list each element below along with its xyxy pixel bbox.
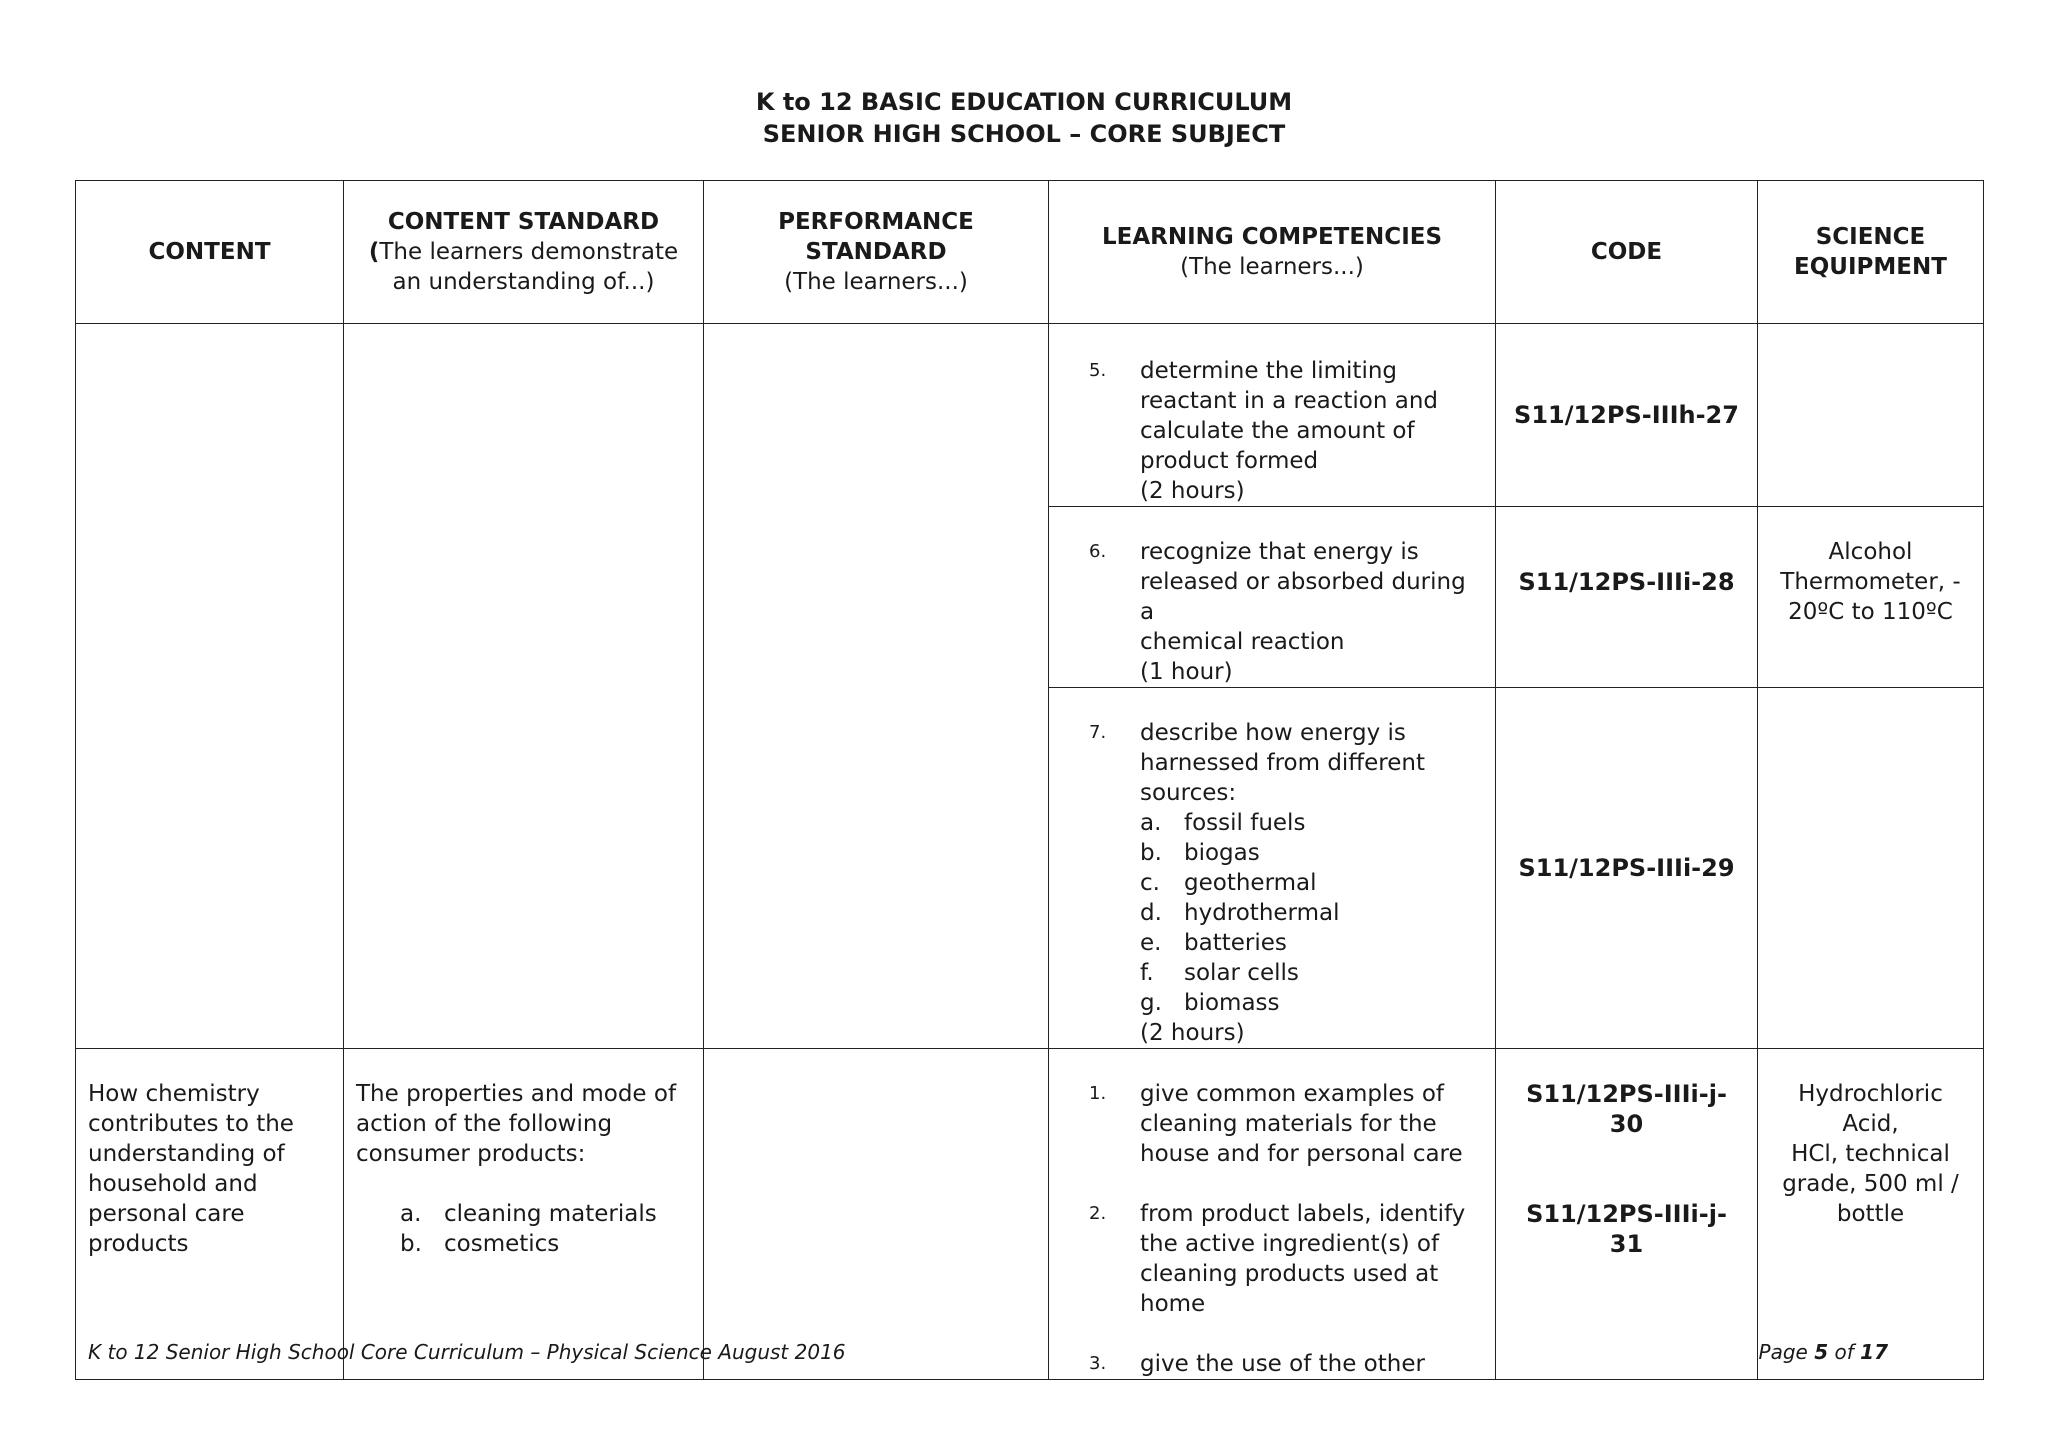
equipment-cell bbox=[1758, 324, 1984, 507]
sub-item: a. cleaning materials bbox=[400, 1201, 657, 1227]
content-standard-cell-empty bbox=[344, 324, 704, 1049]
col-content: CONTENT bbox=[76, 181, 344, 324]
col-code: CODE bbox=[1496, 181, 1758, 324]
code-cell: S11/12PS-IIIi-29 bbox=[1496, 688, 1758, 1049]
performance-standard-cell-empty bbox=[704, 324, 1049, 1049]
document-header bbox=[0, 86, 2048, 150]
code-cell: S11/12PS-IIIi-j- 30 S11/12PS-IIIi-j- 31 bbox=[1496, 1049, 1758, 1380]
competency-item: 5. determine the limiting reactant in a reaction and calculate the amount of product formed (2 hours) bbox=[1089, 358, 1439, 504]
equipment-cell: Hydrochloric Acid, HCl, technical grade, 500 ml / bottle bbox=[1758, 1049, 1984, 1380]
competency-item: 1. give common examples of cleaning materials for the house and for personal care bbox=[1089, 1081, 1463, 1167]
content-cell: How chemistry contributes to the understanding of household and personal care products bbox=[76, 1049, 344, 1380]
equipment-cell: Alcohol Thermometer, - 20ºC to 110ºC bbox=[1758, 507, 1984, 688]
sub-item: d. hydrothermal bbox=[1140, 900, 1340, 926]
competency-cell bbox=[1049, 324, 1496, 507]
competency-cell bbox=[1049, 507, 1496, 688]
col-science-equipment: SCIENCE EQUIPMENT bbox=[1758, 181, 1984, 324]
col-performance-standard: PERFORMANCE STANDARD (The learners...) bbox=[704, 181, 1049, 324]
code-cell: S11/12PS-IIIi-28 bbox=[1496, 507, 1758, 688]
competency-item: 2. from product labels, identify the active ingredient(s) of cleaning products used at home bbox=[1089, 1201, 1466, 1317]
competency-item: 3. give the use of the other bbox=[1089, 1351, 1425, 1377]
sub-item: f. solar cells bbox=[1140, 960, 1299, 986]
sub-item: c. geothermal bbox=[1140, 870, 1317, 896]
content-cell-empty bbox=[76, 324, 344, 1049]
page-number: Page 5 of 17 bbox=[1758, 1340, 1888, 1364]
code-cell: S11/12PS-IIIh-27 bbox=[1496, 324, 1758, 507]
sub-item: b. cosmetics bbox=[400, 1231, 560, 1257]
competency-cell bbox=[1049, 688, 1496, 1049]
content-standard-cell: The properties and mode of action of the following consumer products: a. cleaning materials b. cosmetics bbox=[344, 1049, 704, 1380]
competency-item: 7. describe how energy is harnessed from different sources: a. fossil fuels b. biogas c. geothermal d. hydrothermal e. batteries f. solar cells g. biomass (2 hours) bbox=[1089, 720, 1425, 1046]
sub-item: g. biomass bbox=[1140, 990, 1280, 1016]
curriculum-table bbox=[75, 180, 1984, 1380]
sub-item: a. fossil fuels bbox=[1140, 810, 1306, 836]
sub-item: e. batteries bbox=[1140, 930, 1287, 956]
equipment-cell-empty bbox=[1758, 688, 1984, 1049]
header-line-1: K to 12 BASIC EDUCATION CURRICULUM bbox=[755, 88, 1293, 116]
col-content-standard: CONTENT STANDARD (The learners demonstrate an understanding of...) bbox=[344, 181, 704, 324]
col-learning-competencies: LEARNING COMPETENCIES (The learners...) bbox=[1049, 181, 1496, 324]
sub-item: b. biogas bbox=[1140, 840, 1260, 866]
footer-title: K to 12 Senior High School Core Curriculum – Physical Science August 2016 bbox=[88, 1340, 846, 1364]
table-header-row bbox=[76, 181, 1984, 324]
page-footer bbox=[88, 1340, 1888, 1364]
performance-standard-cell-empty bbox=[704, 1049, 1049, 1380]
table-row bbox=[76, 1049, 1984, 1380]
header-line-2: SENIOR HIGH SCHOOL – CORE SUBJECT bbox=[762, 120, 1286, 148]
competency-item: 6. recognize that energy is released or absorbed during a chemical reaction (1 hour) bbox=[1089, 539, 1466, 685]
competency-cell bbox=[1049, 1049, 1496, 1380]
table-row bbox=[76, 324, 1984, 507]
